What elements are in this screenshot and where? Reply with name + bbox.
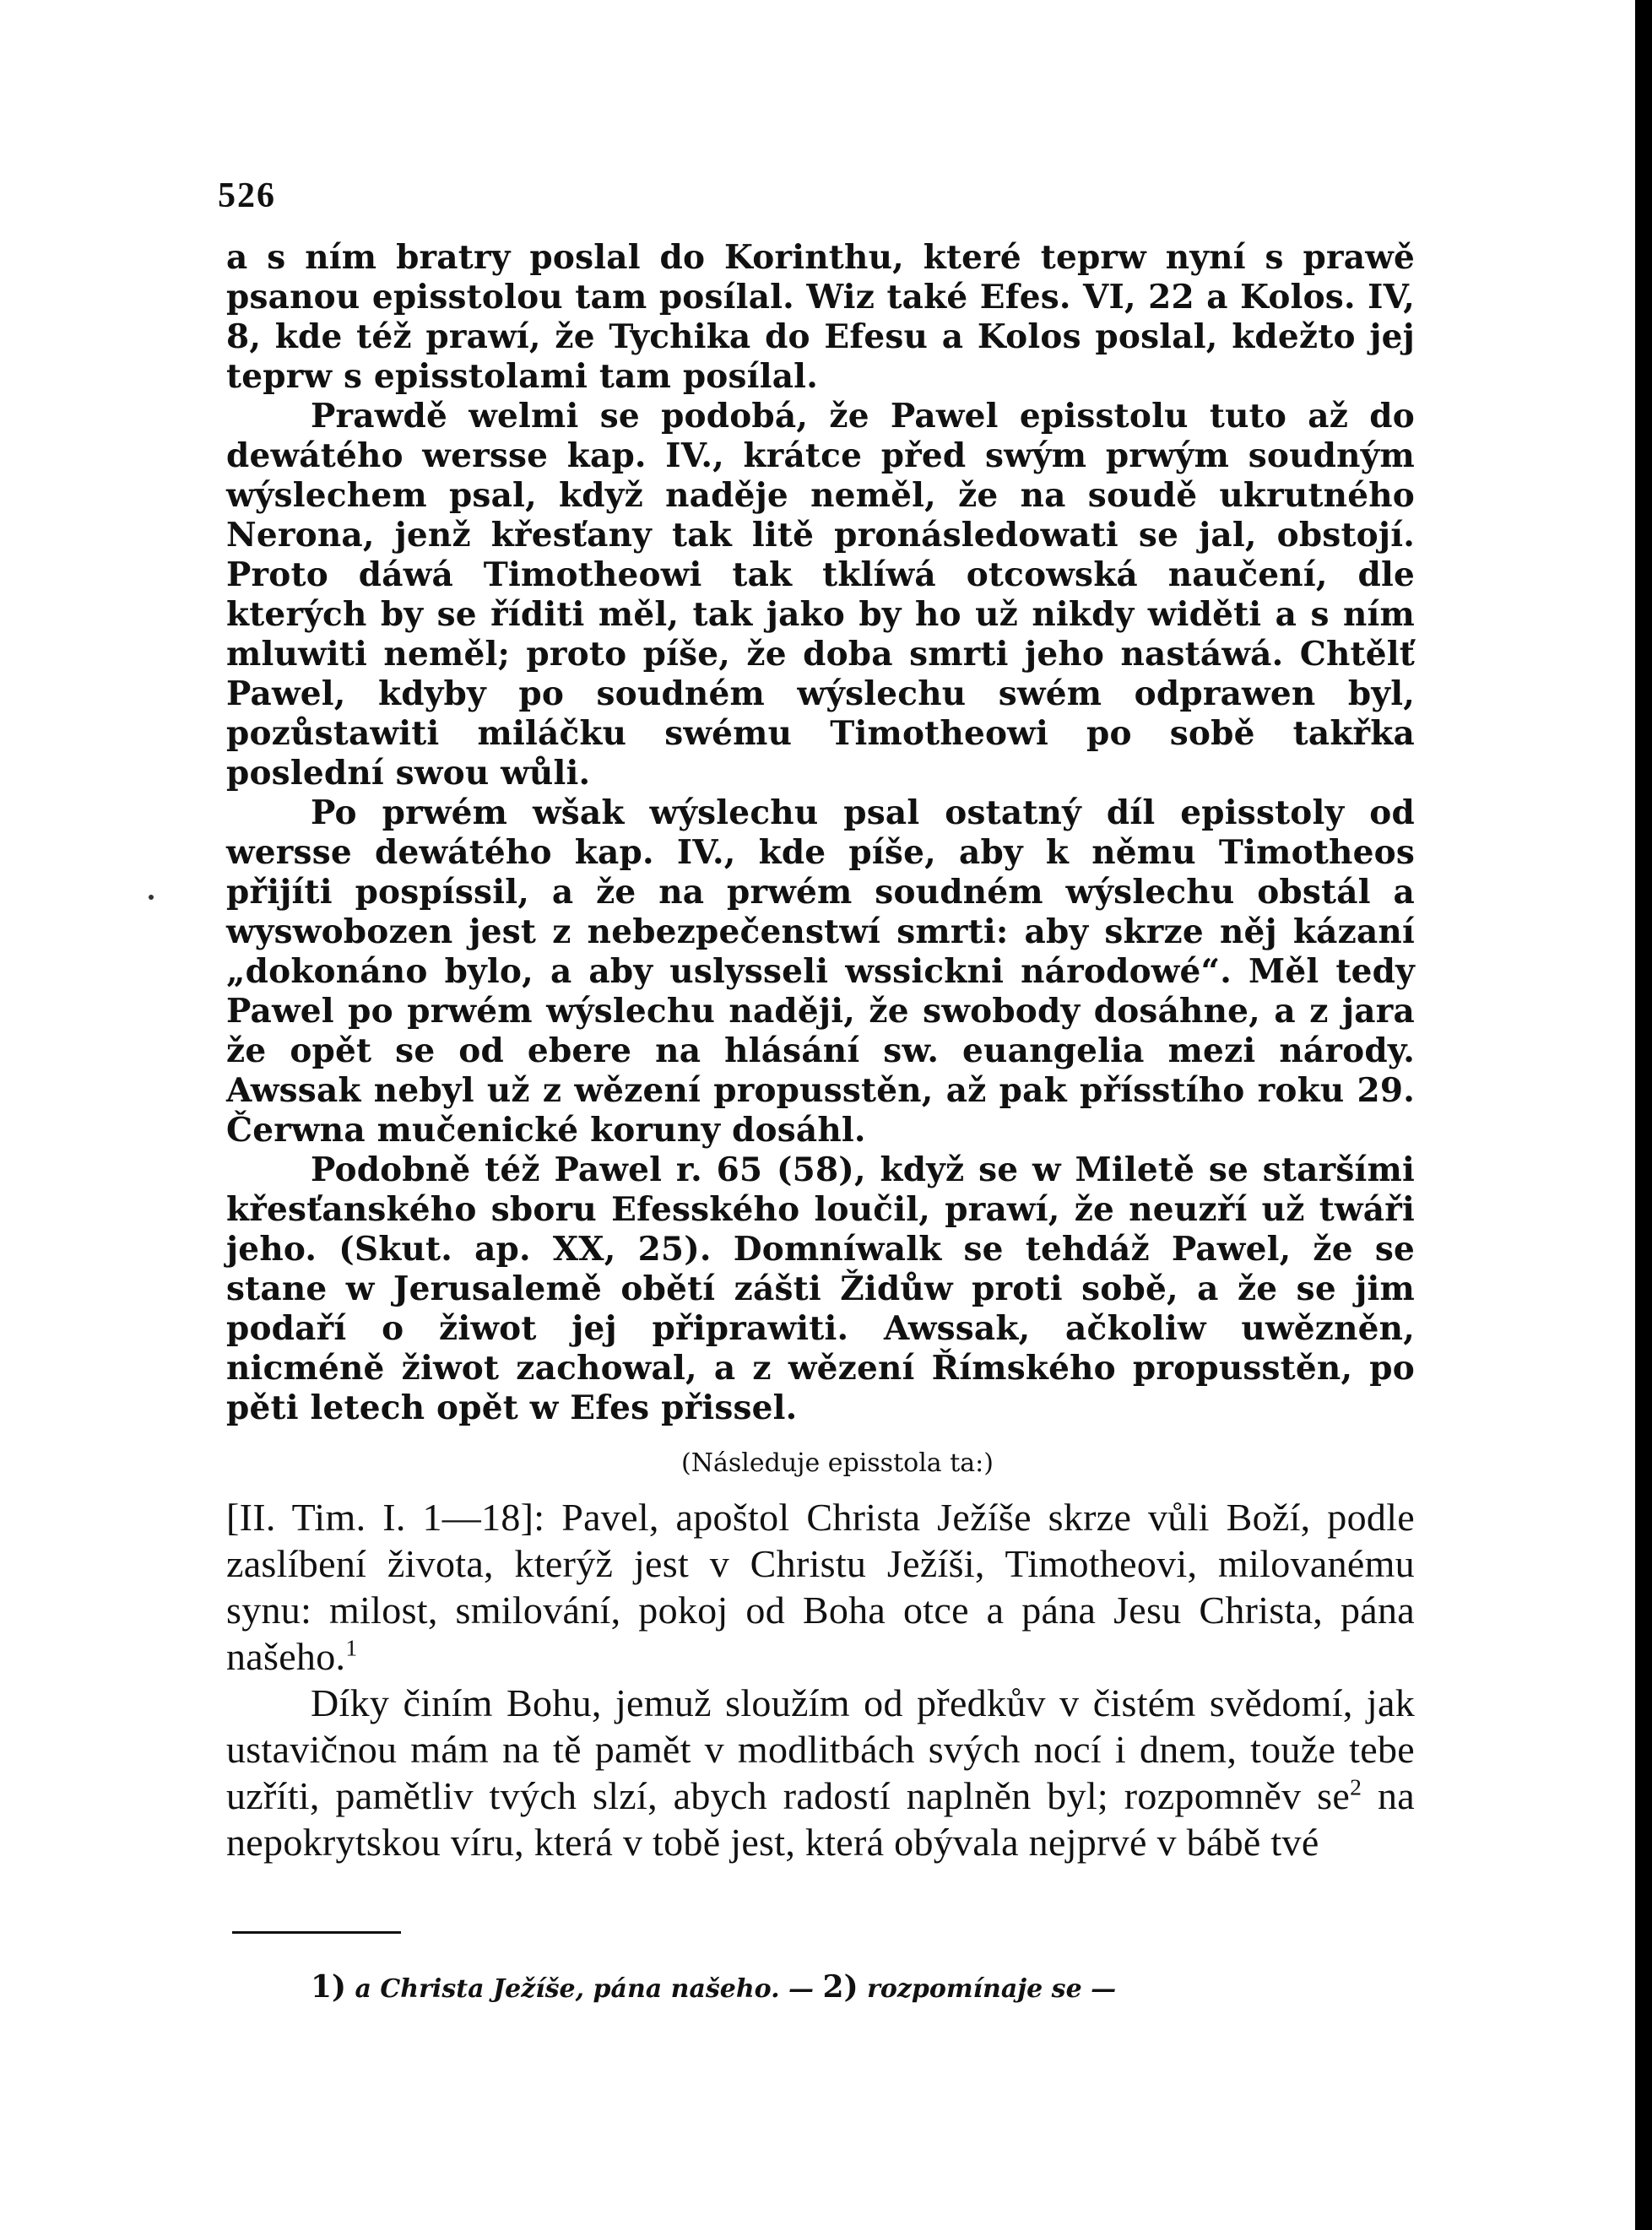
commentary-paragraph-3: Po prwém wšak wýslechu psal ostatný díl episstoly od wersse dewátého kap. IV., kde píše, aby k němu Timotheos přijíti pospíssil, a že na prwém soudném wýslechu obstál a wyswobozen jest z nebezpečenstwí smrti: aby skrze něj kázaní „dokonáno bylo, a aby uslysseli wssickni národowé“. Měl tedy Pawel po prwém wýslechu naději, že swobody dosáhne, a z jara že opět se od ebere na hlásání sw. euangelia mezi národy. Awssak nebyl už z wězení propusstěn, až pak přísstího roku 29. Čerwna mučenické koruny dosáhl. xyxy=(226,793,1415,1150)
epistle-paragraph-1-text: : Pavel, apoštol Christa Ježíše skrze vůli Boží, podle zaslíbení života, kterýž jest v Christu Ježíši, Timotheovi, milovanému synu: milost, smilování, pokoj od Boha otce a pána Jesu Christa, pána našeho. xyxy=(226,1496,1415,1678)
commentary-paragraph-2: Prawdě welmi se podobá, že Pawel episstolu tuto až do dewátého wersse kap. IV., krátce před swým prwým soudným wýslechem psal, když naděje neměl, že na soudě ukrutného Nerona, jenž křesťany tak litě pronásledowati se jal, obstojí. Proto dáwá Timotheowi tak tklíwá otcowská naučení, dle kterých by se říditi měl, tak jako by ho už nikdy widěti a s ním mluwiti neměl; proto píše, že doba smrti jeho nastáwá. Chtělť Pawel, kdyby po soudném wýslechu swém odprawen byl, pozůstawiti miláčku swému Timotheowi po sobě takřka poslední swou wůli. xyxy=(226,397,1415,793)
epistle-paragraph-1 xyxy=(226,1494,1415,1680)
page-edge xyxy=(1635,0,1652,2230)
epistle-paragraph-2-text-a: Díky činím Bohu, jemuž sloužím od předkův v čistém svědomí, jak ustavičnou mám na tě pamět v modlitbách svých nocí i dnem, touže tebe uzříti, pamětliv tvých slzí, abych radostí naplněn byl; rozpomněv se xyxy=(226,1681,1415,1817)
verse-reference: [II. Tim. I. 1—18] xyxy=(226,1496,534,1539)
page-number: 526 xyxy=(218,176,276,215)
footnote-marker-1: 1 xyxy=(345,1634,358,1661)
epistle-heading: (Následuje episstola ta:) xyxy=(681,1448,994,1478)
footnote-2-text: rozpomínaje se — xyxy=(867,1974,1117,2004)
footnote-divider xyxy=(232,1931,401,1934)
margin-mark xyxy=(149,895,154,900)
footnote-2-number: 2) xyxy=(822,1969,858,2005)
page-body xyxy=(226,238,1415,1865)
commentary-paragraph-1: a s ním bratry poslal do Korinthu, které teprw nyní s prawě psanou episstolou tam posílal. Wiz také Efes. VI, 22 a Kolos. IV, 8, kde též prawí, že Tychika do Efesu a Kolos poslal, kdežto jej teprw s episstolami tam posílal. xyxy=(226,238,1415,396)
footnotes xyxy=(311,1970,1116,2006)
footnote-marker-2: 2 xyxy=(1350,1773,1362,1800)
footnote-1-number: 1) xyxy=(311,1969,347,2005)
footnote-1-text: a Christa Ježíše, pána našeho. — xyxy=(355,1974,815,2004)
epistle-text xyxy=(226,1494,1415,1865)
commentary-section xyxy=(226,238,1415,1428)
epistle-paragraph-2 xyxy=(226,1680,1415,1865)
commentary-paragraph-4: Podobně též Pawel r. 65 (58), když se w Miletě se staršími křesťanského sboru Efesského loučil, prawí, že neuzří už twáři jeho. (Skut. ap. XX, 25). Domníwalk se tehdáž Pawel, že se stane w Jerusalemě obětí zášti Židůw proti sobě, a že se jim podaří o žiwot jej připrawiti. Awssak, ačkoliw uwězněn, nicméně žiwot zachowal, a z wězení Římského propusstěn, po pěti letech opět w Efes přissel. xyxy=(226,1150,1415,1427)
epistle-paragraph-2-text-b: na nepokrytskou víru, která v tobě jest, která obývala nejprvé v bábě tvé xyxy=(226,1774,1415,1864)
